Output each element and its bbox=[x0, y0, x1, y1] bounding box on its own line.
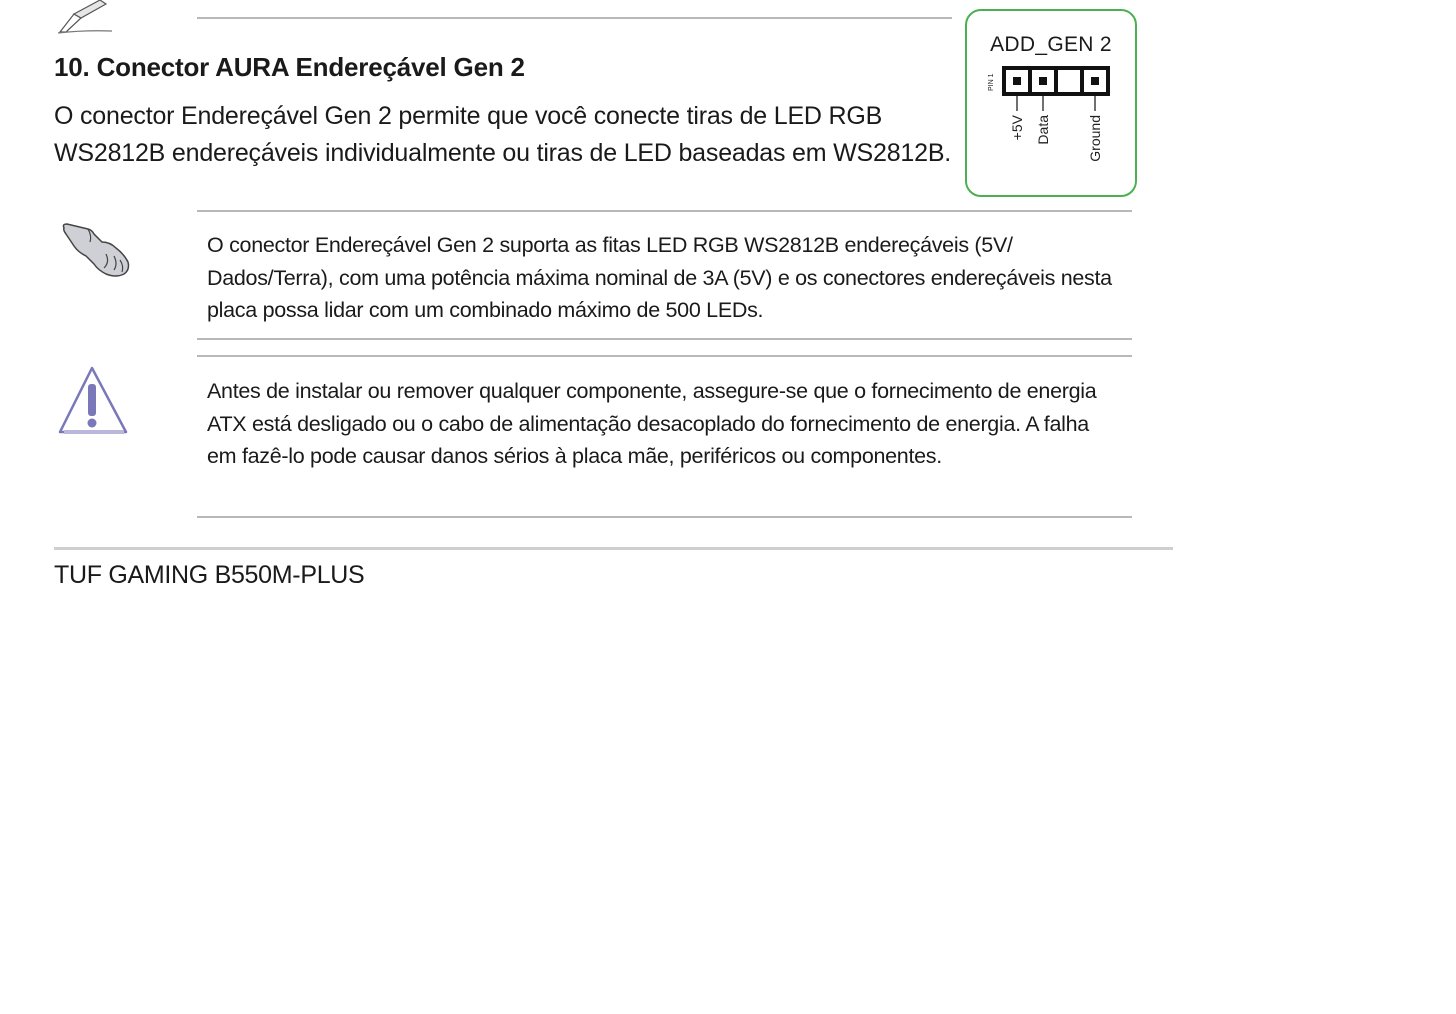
footer-title: TUF GAMING B550M-PLUS bbox=[54, 561, 365, 589]
top-divider bbox=[197, 17, 952, 19]
warning-triangle-icon bbox=[58, 364, 130, 436]
diagram-title: ADD_GEN 2 bbox=[990, 33, 1112, 56]
connector-diagram bbox=[965, 9, 1137, 197]
note1-bottom-divider bbox=[197, 338, 1132, 340]
pin-label-data: Data bbox=[1035, 115, 1051, 145]
note2-top-divider bbox=[197, 355, 1132, 357]
note1-top-divider bbox=[197, 210, 1132, 212]
pencil-icon bbox=[54, 0, 124, 34]
pin-3 bbox=[1057, 69, 1081, 93]
footer-divider bbox=[54, 547, 1173, 550]
pin-header-drawing bbox=[967, 11, 1135, 195]
note-text: O conector Endereçável Gen 2 suporta as fitas LED RGB WS2812B endereçáveis (5V/ Dados/Terra), com uma potência máxima nominal de 3A (5V) e os conectores endereçáveis nesta placa possa lidar com um combinado máximo de 500 LEDs. bbox=[207, 233, 1112, 322]
section-heading: 10. Conector AURA Endereçável Gen 2 bbox=[54, 52, 525, 82]
note2-bottom-divider bbox=[197, 516, 1132, 518]
hand-pointing-icon bbox=[58, 220, 134, 282]
pin-label-ground: Ground bbox=[1087, 115, 1103, 162]
pin1-label: PIN 1 bbox=[988, 73, 995, 91]
warning-text: Antes de instalar ou remover qualquer componente, assegure-se que o fornecimento de energia ATX está desligado ou o cabo de alimentação desacoplado do fornecimento de energia. A falha em fazê-lo pode causar danos sérios à placa mãe, periféricos ou componentes. bbox=[207, 379, 1097, 468]
pin-label-5v: +5V bbox=[1009, 115, 1025, 141]
section-body: O conector Endereçável Gen 2 permite que você conecte tiras de LED RGB WS2812B endereçáveis individualmente ou tiras de LED baseadas em WS2812B. bbox=[54, 102, 952, 167]
